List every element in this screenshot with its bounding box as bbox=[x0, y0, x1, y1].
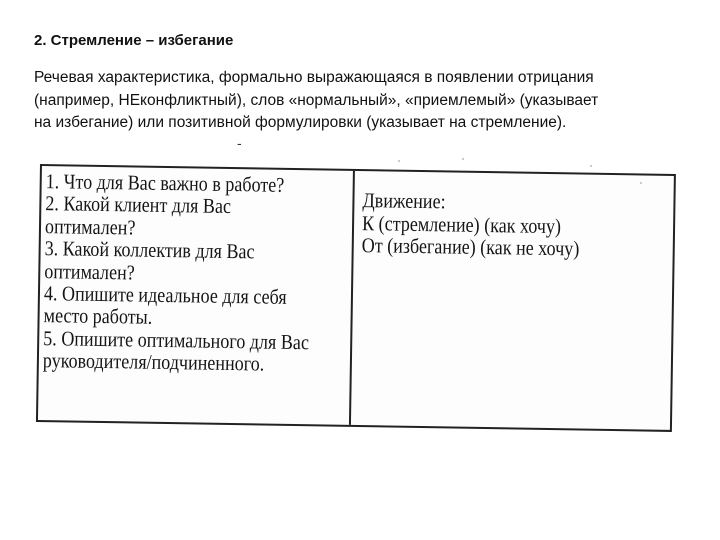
paragraph-line: Речевая характеристика, формально выражающаяся в появлении отрицания bbox=[34, 69, 594, 86]
question-line: руководителя/подчиненного. bbox=[42, 348, 265, 376]
question-line: 4. Опишите идеальное для себя bbox=[43, 281, 287, 309]
movement-line: Движение: bbox=[362, 188, 446, 214]
question-line: 1. Что для Вас важно в работе? bbox=[45, 169, 285, 197]
question-line: оптимален? bbox=[44, 258, 135, 285]
section-heading: 2. Стремление – избегание bbox=[34, 32, 234, 49]
movement-line: К (стремление) (как хочу) bbox=[361, 210, 562, 238]
column-divider bbox=[349, 171, 355, 425]
description-paragraph bbox=[34, 67, 704, 135]
movement-line: От (избегание) (как не хочу) bbox=[361, 233, 580, 261]
question-line: место работы. bbox=[43, 303, 153, 330]
scan-speck bbox=[640, 182, 642, 184]
question-line: 3. Какой коллектив для Вас bbox=[44, 236, 255, 264]
questions-cell bbox=[42, 169, 310, 376]
question-line: 2. Какой клиент для Вас bbox=[45, 191, 232, 219]
movement-cell bbox=[362, 189, 581, 260]
question-line: оптимален? bbox=[44, 213, 136, 240]
scanned-table bbox=[36, 164, 676, 432]
question-line: 5. Опишите оптимального для Вас bbox=[43, 325, 310, 355]
scan-speck bbox=[462, 158, 464, 160]
paragraph-line: (например, НЕконфликтный), слов «нормальный», «приемлемый» (указывает bbox=[34, 91, 599, 109]
scan-speck bbox=[590, 165, 592, 167]
scan-speck bbox=[398, 160, 400, 162]
paragraph-line: на избегание) или позитивной формулировки (указывает на стремление). bbox=[34, 114, 567, 131]
stray-mark: - bbox=[237, 135, 242, 151]
